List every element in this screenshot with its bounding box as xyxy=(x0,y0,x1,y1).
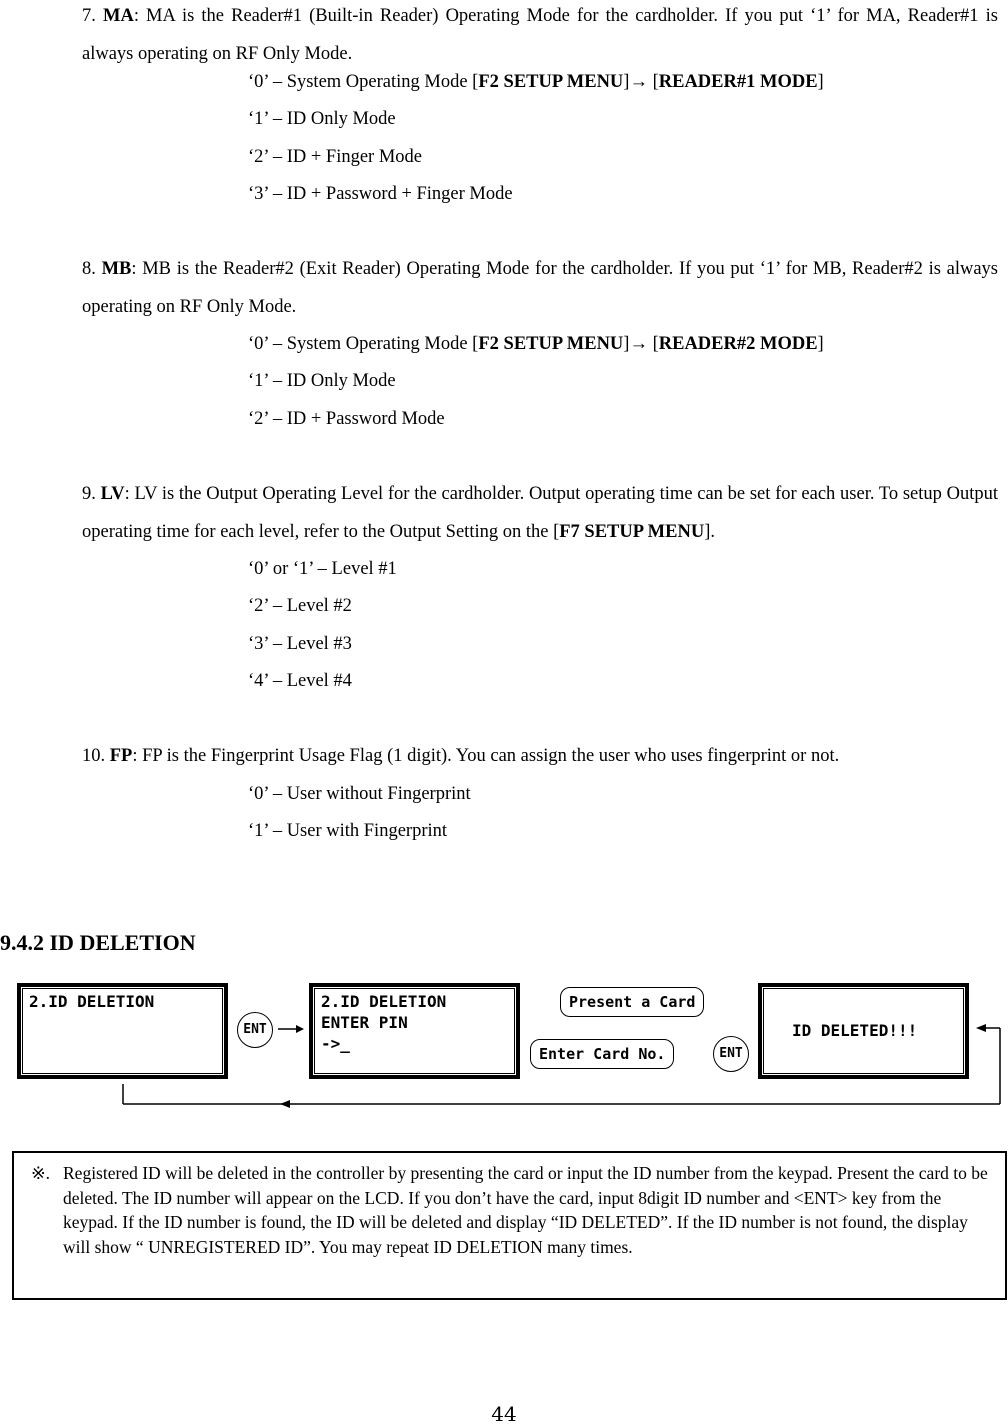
item-10-option-1: ‘1’ – User with Fingerprint xyxy=(248,821,448,841)
lcd-text: ID DELETED!!! xyxy=(792,1021,918,1040)
item-number: 7. xyxy=(82,6,103,26)
option-text: ] xyxy=(817,334,824,354)
mode-ref: READER#1 MODE xyxy=(658,72,818,92)
field-key: FP xyxy=(109,746,133,766)
option-text: ‘0’ – System Operating Mode [ xyxy=(248,72,479,92)
item-7-option-3: ‘3’ – ID + Password + Finger Mode xyxy=(248,184,513,204)
mode-ref: READER#2 MODE xyxy=(658,334,818,354)
arrow-text: ]→ [ xyxy=(623,334,659,354)
menu-ref: F7 SETUP MENU xyxy=(559,521,705,542)
item-number: 10. xyxy=(82,746,110,766)
lcd-line-3: ->_ xyxy=(321,1034,350,1053)
note-text: Registered ID will be deleted in the controller by presenting the card or input the ID number from the keypad. Present the card to be deleted. The ID number will appear on the LCD. If you don’t have the card, input 8digit ID number and <ENT> key from the keypad. If the ID number is found, the ID will be deleted and display “ID DELETED”. If the ID number is not found, the display will show “ UNREGISTERED ID”. You may repeat ID DELETION many times. xyxy=(63,1163,988,1257)
arrow-text: ]→ [ xyxy=(623,72,659,92)
option-text: ] xyxy=(817,72,824,92)
arrow-head xyxy=(976,1024,986,1032)
lcd-screen-id-deletion xyxy=(17,983,228,1079)
item-description: : MA is the Reader#1 (Built-in Reader) Operating Mode for the cardholder. If you put ‘1’ for MA, Reader#1 is always operating on RF Only Mode. xyxy=(82,6,998,64)
ent-key-icon: ENT xyxy=(713,1036,749,1072)
menu-ref: F2 SETUP MENU xyxy=(478,72,624,92)
item-description: : LV is the Output Operating Level for the cardholder. Output operating time can be set for each user. To setup Output operating time for each level, refer to the Output Setting on the [ xyxy=(82,484,999,542)
item-7-option-2: ‘2’ – ID + Finger Mode xyxy=(248,147,422,167)
field-key: MB xyxy=(101,259,132,279)
lcd-line-1: 2.ID DELETION xyxy=(321,992,447,1011)
arrow-head xyxy=(280,1100,290,1108)
item-number: 9. xyxy=(82,484,101,504)
item-description: : FP is the Fingerprint Usage Flag (1 digit). You can assign the user who uses fingerprint or not. xyxy=(132,746,840,766)
item-description-end: ]. xyxy=(704,521,715,542)
item-9-option-2: ‘3’ – Level #3 xyxy=(248,634,352,654)
item-7-option-1: ‘1’ – ID Only Mode xyxy=(248,109,396,129)
lcd-text: 2.ID DELETION xyxy=(29,992,155,1011)
item-9-option-1: ‘2’ – Level #2 xyxy=(248,596,352,616)
item-8-option-1: ‘1’ – ID Only Mode xyxy=(248,371,396,391)
note-box xyxy=(12,1151,1007,1300)
item-10-option-0: ‘0’ – User without Fingerprint xyxy=(248,784,471,804)
field-key: LV xyxy=(100,484,125,504)
section-heading: 9.4.2 ID DELETION xyxy=(0,930,196,955)
lcd-line-2: ENTER PIN xyxy=(321,1013,408,1032)
option-text: ‘0’ – System Operating Mode [ xyxy=(248,334,479,354)
arrow-head xyxy=(296,1025,304,1033)
item-number: 8. xyxy=(82,259,102,279)
page-number: 44 xyxy=(491,1402,517,1426)
item-9-option-0: ‘0’ or ‘1’ – Level #1 xyxy=(248,559,397,579)
ent-key-icon: ENT xyxy=(237,1012,273,1048)
field-key: MA xyxy=(102,6,134,26)
item-8-option-2: ‘2’ – ID + Password Mode xyxy=(248,409,445,429)
lcd-screen-id-deleted xyxy=(758,983,969,1079)
item-description: : MB is the Reader#2 (Exit Reader) Operating Mode for the cardholder. If you put ‘1’ for MB, Reader#2 is always operating on RF Only Mode. xyxy=(82,259,998,317)
enter-card-number-label: Enter Card No. xyxy=(530,1039,674,1069)
note-marker: ※. xyxy=(31,1163,51,1183)
item-9-option-3: ‘4’ – Level #4 xyxy=(248,671,352,691)
present-card-label: Present a Card xyxy=(560,987,704,1017)
lcd-screen-enter-pin xyxy=(309,983,520,1079)
menu-ref: F2 SETUP MENU xyxy=(478,334,624,354)
